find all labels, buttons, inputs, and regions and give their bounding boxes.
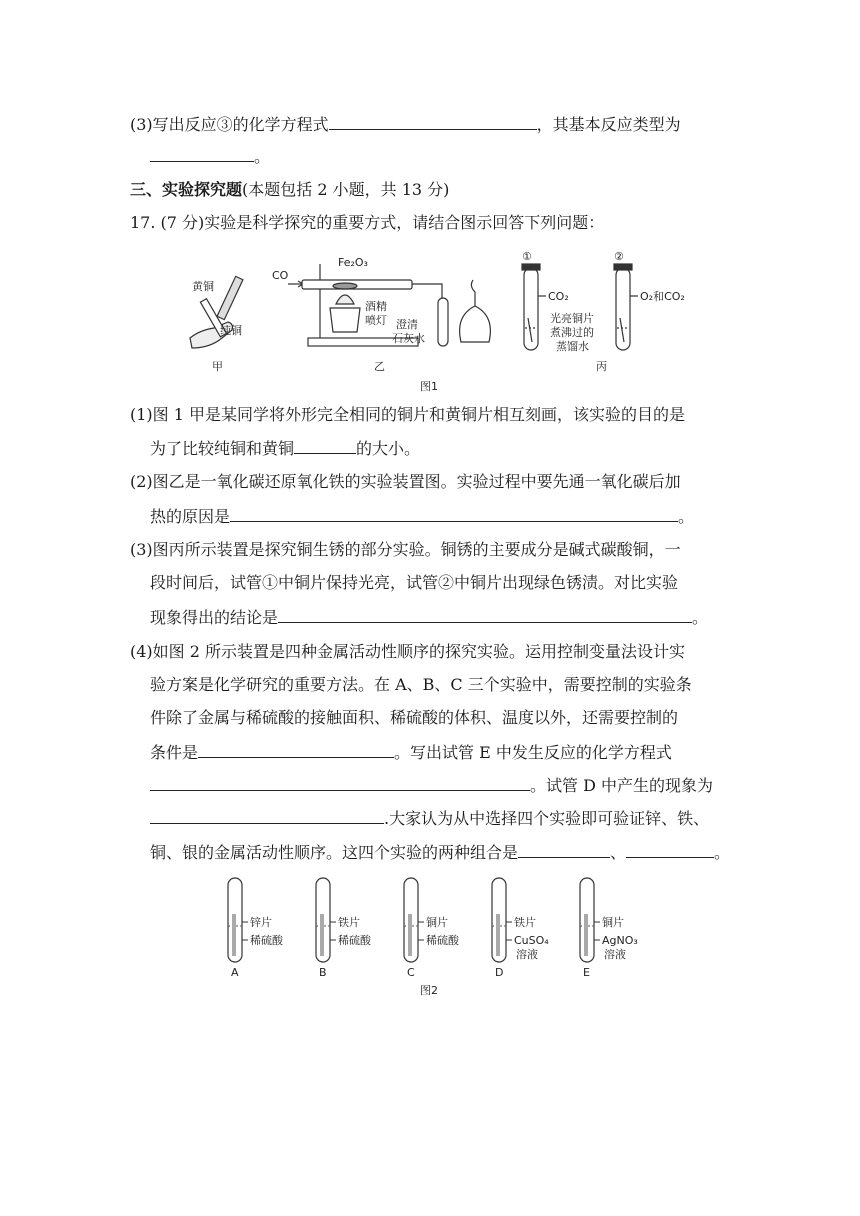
figure-1 bbox=[180, 246, 740, 396]
q3-line-2 bbox=[150, 145, 270, 167]
answer-blank[interactable] bbox=[329, 113, 537, 130]
tube-solution-label: CuSO₄ bbox=[514, 934, 549, 947]
answer-blank[interactable] bbox=[150, 774, 530, 791]
tube-metal-label: 锌片 bbox=[250, 916, 272, 929]
metal-strip bbox=[232, 914, 236, 956]
p3-line-3 bbox=[150, 606, 708, 628]
tube-solution-label: AgNO₃ bbox=[602, 934, 638, 947]
metal-strip bbox=[408, 914, 412, 956]
label-copper: 纯铜 bbox=[220, 324, 242, 337]
answer-blank[interactable] bbox=[294, 437, 356, 454]
label-tube-1: ① bbox=[522, 250, 532, 263]
flask bbox=[460, 306, 491, 342]
answer-blank[interactable] bbox=[150, 145, 254, 162]
tube-id-label: A bbox=[231, 966, 239, 979]
p3-line-1: (3)图丙所示装置是探究铜生锈的部分实验。铜锈的主要成分是碱式碳酸铜，一 bbox=[130, 540, 681, 559]
section-title: 三、实验探究题 bbox=[130, 180, 243, 199]
tube-solution-label: 稀硫酸 bbox=[250, 934, 283, 947]
p4-text-3: 。试管 D 中产生的现象为 bbox=[530, 776, 714, 795]
p4-line-5 bbox=[150, 774, 713, 796]
alcohol-lamp bbox=[330, 308, 360, 332]
tube-solution-label-2: 溶液 bbox=[516, 948, 538, 961]
punct: 。 bbox=[254, 147, 271, 166]
p4-line-2: 验方案是化学研究的重要方法。在 A、B、C 三个实验中，需要控制的实验条 bbox=[150, 675, 692, 694]
limewater-tube bbox=[438, 298, 448, 346]
p4-text-2: 。写出试管 E 中发生反应的化学方程式 bbox=[394, 743, 672, 762]
label-yi: 乙 bbox=[374, 360, 385, 373]
p3-text: 现象得出的结论是 bbox=[150, 608, 279, 627]
lamp-flame bbox=[336, 295, 354, 304]
label-co2: CO₂ bbox=[548, 290, 569, 303]
label-tube-2: ② bbox=[614, 250, 624, 263]
answer-blank[interactable] bbox=[150, 807, 384, 824]
label-lamp-1: 酒精 bbox=[365, 300, 387, 313]
p3-line-2: 段时间后，试管①中铜片保持光亮，试管②中铜片出现绿色锈渍。对比实验 bbox=[150, 573, 679, 592]
label-lime-1: 澄清 bbox=[396, 318, 418, 331]
metal-strip bbox=[496, 914, 500, 956]
label-jia: 甲 bbox=[212, 360, 223, 373]
tube-solution-label: 稀硫酸 bbox=[426, 934, 459, 947]
p4-line-3: 件除了金属与稀硫酸的接触面积、稀硫酸的体积、温度以外，还需要控制的 bbox=[150, 708, 679, 727]
metal-strip bbox=[584, 914, 588, 956]
stopper-2 bbox=[614, 264, 632, 270]
label-distilled-water: 蒸馏水 bbox=[556, 340, 589, 353]
tube-metal-label: 铁片 bbox=[338, 916, 360, 929]
p2-line-2 bbox=[150, 505, 694, 527]
p4-line-4 bbox=[150, 741, 672, 763]
q3-text: (3)写出反应③的化学方程式 bbox=[130, 115, 329, 134]
brass-plate bbox=[217, 276, 243, 319]
figure-2-caption: 图2 bbox=[420, 984, 438, 997]
label-co: CO bbox=[272, 269, 289, 282]
punct: 。 bbox=[714, 843, 731, 862]
tube-metal-label: 铜片 bbox=[426, 916, 448, 929]
tube-id-label: E bbox=[583, 966, 590, 979]
p1-text: 为了比较纯铜和黄铜 bbox=[150, 439, 295, 458]
p4-text-5: 铜、银的金属活动性顺序。这四个实验的两种组合是 bbox=[150, 843, 519, 862]
p4-text: 条件是 bbox=[150, 743, 199, 762]
tube-id-label: D bbox=[495, 966, 504, 979]
p2-line-1: (2)图乙是一氧化碳还原氧化铁的实验装置图。实验过程中要先通一氧化碳后加 bbox=[130, 472, 681, 491]
stopper-1 bbox=[522, 264, 540, 270]
tube-solution-label: 稀硫酸 bbox=[338, 934, 371, 947]
label-lime-2: 石灰水 bbox=[392, 332, 425, 345]
answer-blank[interactable] bbox=[518, 841, 610, 858]
answer-blank[interactable] bbox=[230, 505, 678, 522]
section-heading bbox=[130, 180, 449, 200]
p1-line-1: (1)图 1 甲是某同学将外形完全相同的铜片和黄铜片相互刻画，该实验的目的是 bbox=[130, 405, 686, 424]
label-fe2o3: Fe₂O₃ bbox=[338, 256, 368, 269]
metal-strip bbox=[320, 914, 324, 956]
answer-blank[interactable] bbox=[278, 606, 692, 623]
tube-metal-label: 铜片 bbox=[602, 916, 624, 929]
p2-text: 热的原因是 bbox=[150, 507, 231, 526]
label-bing: 丙 bbox=[596, 360, 607, 373]
label-boiled: 煮沸过的 bbox=[550, 326, 594, 339]
p4-line-1: (4)如图 2 所示装置是四种金属活动性顺序的探究实验。运用控制变量法设计实 bbox=[130, 642, 686, 661]
section-note: (本题包括 2 小题，共 13 分) bbox=[242, 180, 450, 199]
punct: 、 bbox=[610, 843, 627, 862]
label-o2-co2: O₂和CO₂ bbox=[640, 290, 685, 303]
label-lamp-2: 喷灯 bbox=[365, 314, 387, 327]
figure-1-caption: 图1 bbox=[420, 380, 438, 393]
answer-blank[interactable] bbox=[198, 741, 394, 758]
p4-line-6 bbox=[150, 807, 709, 829]
answer-blank[interactable] bbox=[626, 841, 714, 858]
p1-line-2 bbox=[150, 437, 420, 459]
punct: 。 bbox=[678, 507, 695, 526]
p4-line-7 bbox=[150, 841, 730, 863]
q3-line-1 bbox=[130, 113, 681, 135]
q17-intro: 17. (7 分)实验是科学探究的重要方式，请结合图示回答下列问题： bbox=[130, 213, 605, 232]
tube-metal-label: 铁片 bbox=[514, 916, 536, 929]
glass-tube bbox=[302, 280, 412, 289]
tube-id-label: C bbox=[407, 966, 415, 979]
q3-text-2: ，其基本反应类型为 bbox=[536, 115, 681, 134]
label-shiny-copper: 光亮铜片 bbox=[550, 312, 594, 325]
p4-text-4: .大家认为从中选择四个实验即可验证锌、铁、 bbox=[384, 809, 710, 828]
tube-solution-label-2: 溶液 bbox=[604, 948, 626, 961]
tube-id-label: B bbox=[319, 966, 327, 979]
p1-text-2: 的大小。 bbox=[356, 439, 421, 458]
punct: 。 bbox=[692, 608, 709, 627]
label-brass: 黄铜 bbox=[192, 280, 214, 293]
figure-2 bbox=[220, 874, 660, 1000]
